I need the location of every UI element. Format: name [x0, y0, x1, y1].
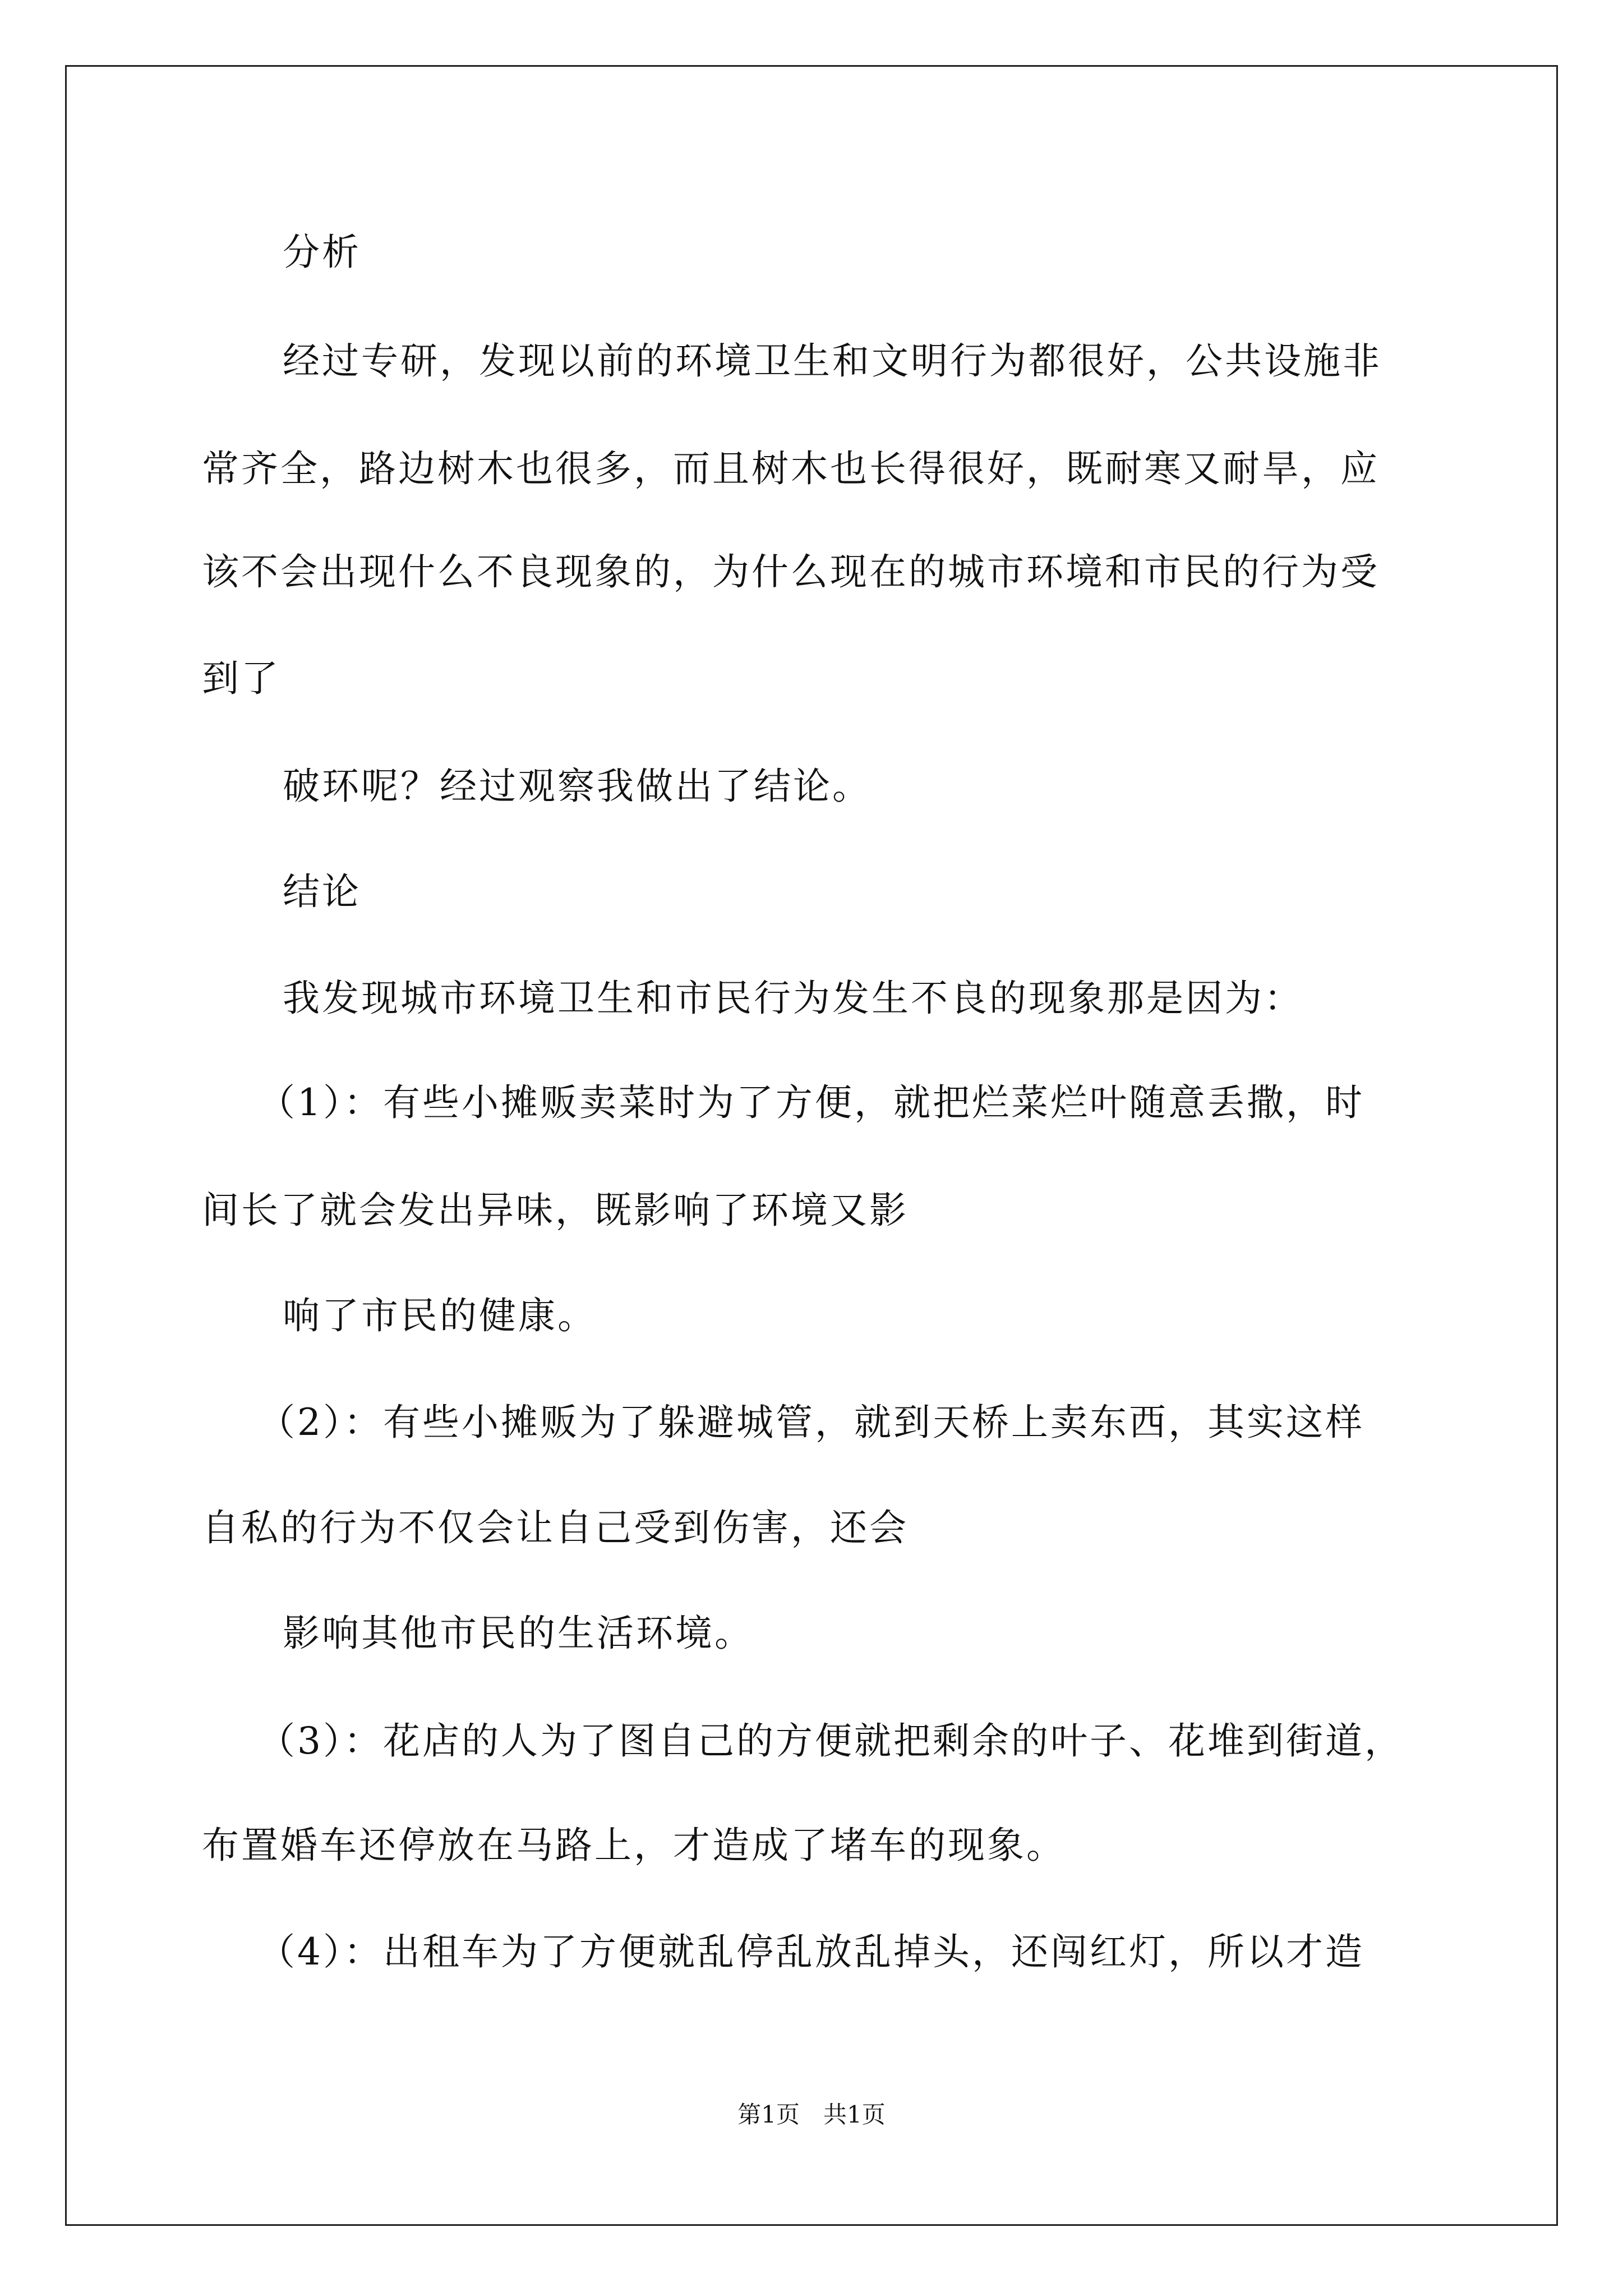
- list-item-3: （3）：花店的人为了图自己的方便就把剩余的叶子、花堆到街道，: [258, 1719, 1404, 1763]
- paragraph-line: 布置婚车还停放在马路上，才造成了堵车的现象。: [202, 1824, 1066, 1867]
- paragraph-line: 自私的行为不仅会让自己受到伤害，还会: [202, 1506, 909, 1549]
- list-item-4: （4）：出租车为了方便就乱停乱放乱掉头，还闯红灯，所以才造: [258, 1930, 1364, 1973]
- paragraph-line: 影响其他市民的生活环境。: [283, 1612, 754, 1655]
- paragraph-line: 经过专研，发现以前的环境卫生和文明行为都很好，公共设施非: [283, 339, 1382, 383]
- list-item-1: （1）：有些小摊贩卖菜时为了方便，就把烂菜烂叶随意丢撒，时: [258, 1081, 1364, 1124]
- paragraph-line: 响了市民的健康。: [283, 1294, 597, 1337]
- paragraph-line: 间长了就会发出异味，既影响了环境又影: [202, 1189, 909, 1232]
- paragraph-line: 到了: [202, 657, 280, 700]
- list-item-2: （2）：有些小摊贩为了躲避城管，就到天桥上卖东西，其实这样: [258, 1401, 1364, 1444]
- paragraph-line: 破环呢？经过观察我做出了结论。: [283, 765, 872, 808]
- paragraph-line: 我发现城市环境卫生和市民行为发生不良的现象那是因为：: [283, 977, 1303, 1020]
- paragraph-line: 该不会出现什么不良现象的，为什么现在的城市环境和市民的行为受: [202, 550, 1380, 593]
- page-border: [65, 65, 1558, 2226]
- paragraph-line: 常齐全，路边树木也很多，而且树木也长得很好，既耐寒又耐旱，应: [202, 447, 1380, 490]
- page-footer: 第1页 共1页: [737, 2101, 886, 2128]
- heading-conclusion: 结论: [283, 870, 361, 913]
- heading-analysis: 分析: [283, 231, 361, 274]
